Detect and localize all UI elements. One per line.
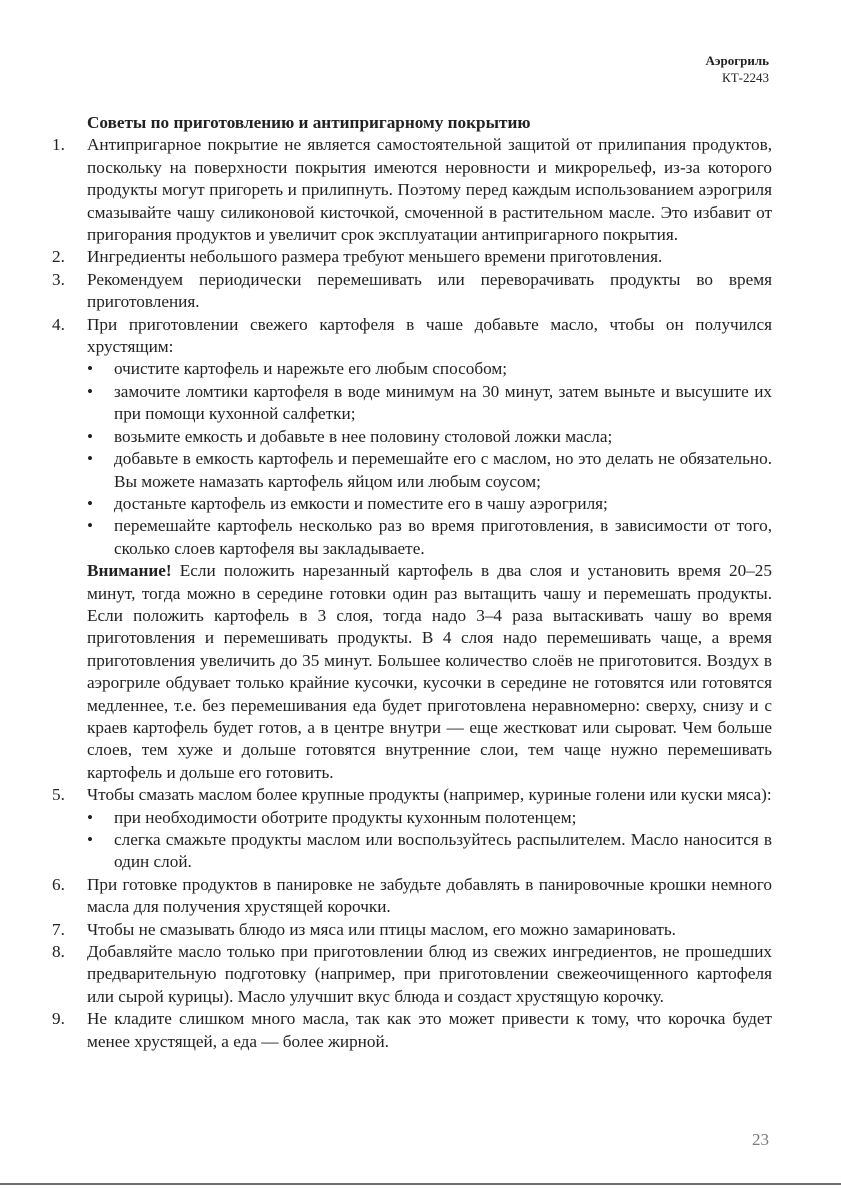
item-number: 4. [52,314,65,334]
tip-item-8 [52,941,772,1008]
bullet-text: очистите картофель и нарежьте его любым способом; [114,359,508,379]
tip-item-2 [52,246,772,268]
item-text: Добавляйте масло только при приготовлении блюд из свежих ингредиентов, не прошедших предварительную подготовку (например, при приготовлении свежеочищенного картофеля или сырой курицы). Масло улучшит вкус блюда и создаст хрустящую корочку. [87,942,772,1006]
page-number: 23 [752,1130,769,1149]
bullet-item [87,515,772,560]
bullet-text: слегка смажьте продукты маслом или воспользуйтесь распылителем. Масло наносится в один слой. [114,830,772,872]
bullet-icon: • [87,493,94,513]
item-text: При приготовлении свежего картофеля в чаше добавьте масло, чтобы он получился хрустящим: [87,314,772,357]
item-number: 2. [52,247,65,267]
item-text: Чтобы смазать маслом более крупные продукты (например, куриные голени или куски мяса): [87,785,772,805]
tips-list [52,134,772,1053]
tip-item-4 [52,314,772,785]
product-name: Аэрогриль [705,53,769,68]
item-number: 5. [52,785,65,805]
tip-item-6 [52,874,772,919]
item-number: 9. [52,1009,65,1029]
bullet-item [87,807,772,829]
attention-note [87,560,772,784]
tip-item-3 [52,269,772,314]
footer-divider [0,1183,841,1185]
note-label: Внимание! [87,561,172,581]
bullet-text: достаньте картофель из емкости и поместите его в чашу аэрогриля; [114,493,608,513]
bullet-item [87,448,772,493]
bullet-text: при необходимости оботрите продукты кухонным полотенцем; [114,807,577,827]
item-number: 7. [52,919,65,939]
bullet-icon: • [87,426,94,446]
bullet-list [87,358,772,560]
bullet-icon: • [87,807,94,827]
item-text: Не кладите слишком много масла, так как это может привести к тому, что корочка будет менее хрустящей, а еда — более жирной. [87,1009,772,1051]
item-text: Чтобы не смазывать блюдо из мяса или птицы маслом, его можно замариновать. [87,919,676,939]
item-text: Ингредиенты небольшого размера требуют меньшего времени приготовления. [87,247,663,267]
item-number: 8. [52,942,65,962]
tip-item-1 [52,134,772,246]
tip-item-9 [52,1008,772,1053]
bullet-icon: • [87,830,94,849]
document-header [705,52,769,86]
bullet-text: замочите ломтики картофеля в воде минимум на 30 минут, затем выньте и высушите их при помощи кухонной салфетки; [114,381,772,424]
bullet-item [87,426,772,448]
bullet-icon: • [87,381,94,401]
section-title: Советы по приготовлению и антипригарному покрытию [87,113,531,132]
bullet-icon: • [87,449,94,469]
bullet-text: возьмите емкость и добавьте в нее половину столовой ложки масла; [114,426,613,446]
bullet-item [87,358,772,380]
bullet-icon: • [87,359,94,379]
item-text: Антипригарное покрытие не является самостоятельной защитой от прилипания продуктов, поскольку на поверхности покрытия имеются неровности и микрорельеф, из-за которого продукты могут пригореть и прилипнуть. Поэтому перед каждым использованием аэрогриля смазывайте чашу силиконовой кисточкой, смоченной в растительном масле. Это избавит от пригорания продуктов и увеличит срок эксплуатации антипригарного покрытия. [87,135,772,245]
item-number: 1. [52,135,65,155]
tip-item-7 [52,919,772,941]
bullet-item [87,493,772,515]
item-number: 6. [52,874,65,894]
bullet-list [87,807,772,874]
bullet-text: добавьте в емкость картофель и перемешайте его с маслом, но это делать не обязательно. Вы можете намазать картофель яйцом или любым соусом; [114,449,772,491]
model-number: КТ-2243 [722,70,769,85]
item-text: Рекомендуем периодически перемешивать или переворачивать продукты во время приготовления. [87,269,772,312]
item-number: 3. [52,269,65,289]
tip-item-5 [52,784,772,874]
bullet-icon: • [87,516,94,536]
bullet-item [87,829,772,874]
item-text: При готовке продуктов в панировке не забудьте добавлять в панировочные крошки немного масла для получения хрустящей корочки. [87,874,772,917]
bullet-text: перемешайте картофель несколько раз во время приготовления, в зависимости от того, сколько слоев картофеля вы закладываете. [114,516,772,558]
note-text: Если положить нарезанный картофель в два слоя и установить время 20–25 минут, тогда можно в середине готовки один раз вытащить чашу и перемешать продукты. Если положить картофель в 3 слоя, тогда надо 3–4 раза вытаскивать чашу во время приготовления и перемешивать продукты. В 4 слоя надо перемешивать чаще, а время приготовления увеличить до 35 минут. Большее количество слоёв не приготовится. Воздух в аэрогриле обдувает только крайние кусочки, кусочки в середине не готовятся или готовятся медленнее, т.е. без перемешивания еда будет приготовлена неравномерно: сверху, снизу и с краев картофель будет готов, а в центре внутри — еще жестковат или сыроват. Чем больше слоев, тем хуже и дольше готовятся внутренние слои, тем чаще нужно перемешивать картофель и дольше его готовить. [87,561,772,782]
bullet-item [87,381,772,426]
page-content [52,112,772,1053]
